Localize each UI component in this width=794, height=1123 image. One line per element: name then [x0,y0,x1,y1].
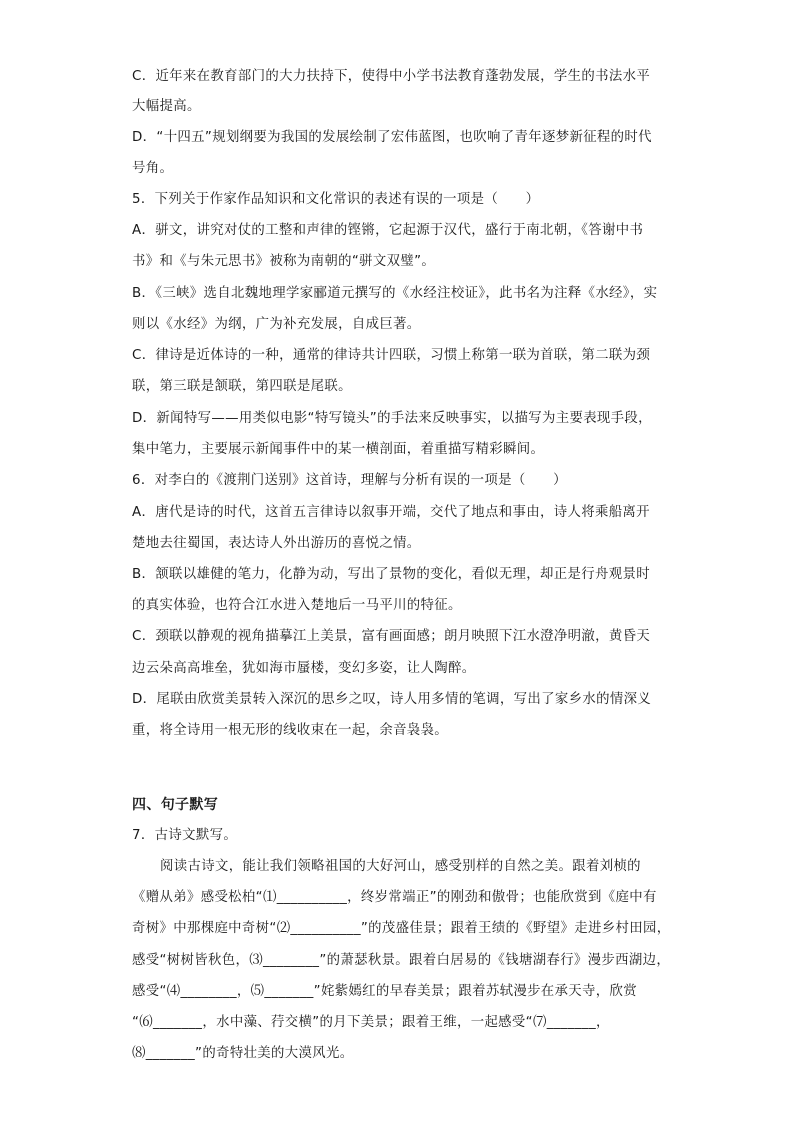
q5-option-b-line2: 则以《水经》为纲，广为补充发展，自成巨著。 [132,317,421,332]
q7-paragraph-line1: 阅读古诗文，能让我们领略祖国的大好河山，感受别样的自然之美。跟着刘桢的 [160,859,641,874]
q6-option-a-line2: 楚地去往蜀国，表达诗人外出游历的喜悦之情。 [132,536,421,551]
q5-stem: 5．下列关于作家作品知识和文化常识的表述有误的一项是（ ） [132,192,540,207]
q6-option-d-line1: D．尾联由欣赏美景转入深沉的思乡之叹，诗人用多情的笔调，写出了家乡水的情深义 [132,692,652,707]
q6-option-b-line1: B．颔联以雄健的笔力，化静为动，写出了景物的变化，看似无理，却正是行舟观景时 [132,567,650,582]
q4-option-d-line2: 号角。 [132,161,174,176]
section-heading: 四、句子默写 [132,797,219,813]
q5-option-c-line1: C．律诗是近体诗的一种，通常的律诗共计四联，习惯上称第一联为首联，第二联为颈 [132,348,651,363]
q4-option-d-line1: D．“十四五”规划纲要为我国的发展绘制了宏伟蓝图，也吹响了青年逐梦新征程的时代 [132,130,652,145]
q6-option-c-line1: C．颈联以静观的视角描摹江上美景，富有画面感；朗月映照下江水澄净明澈，黄昏天 [132,629,651,644]
q5-option-d-line2: 集中笔力，主要展示新闻事件中的某一横剖面，着重描写精彩瞬间。 [132,442,545,457]
q7-paragraph-line5: 感受“⑷________，⑸_______”姹紫嫣红的早春美景；跟着苏轼漫步在承天寺，欣赏 [132,984,637,999]
q7-paragraph-line7: ⑻_______”的奇特壮美的大漠风光。 [132,1046,354,1061]
q7-paragraph-line4: 感受“树树皆秋色，⑶________”的萧瑟秋景。跟着白居易的《钱塘湖春行》漫步西湖边， [132,953,671,968]
q4-option-c-line2: 大幅提高。 [132,99,201,114]
q6-option-b-line2: 的真实体验，也符合江水进入楚地后一马平川的特征。 [132,598,462,613]
q6-option-d-line2: 重，将全诗用一根无形的线收束在一起，余音袅袅。 [132,723,449,738]
q6-option-c-line2: 边云朵高高堆垒，犹如海市蜃楼，变幻多姿，让人陶醉。 [132,661,476,676]
q5-option-a-line2: 书》和《与朱元思书》被称为南朝的“骈文双璧”。 [132,254,436,269]
q7-paragraph-line2: 《赠从弟》感受松柏“⑴__________，终岁常端正”的刚劲和傲骨；也能欣赏到《庭中有 [132,890,657,905]
q5-option-d-line1: D．新闻特写——用类似电影“特写镜头”的手法来反映事实，以描写为主要表现手段， [132,411,652,426]
q5-option-c-line2: 联，第三联是颔联，第四联是尾联。 [132,379,352,394]
q7-paragraph-line6: “⑹_______，水中藻、荇交横”的月下美景；跟着王维，一起感受“⑺_______， [132,1015,610,1030]
q4-option-c-line1: C．近年来在教育部门的大力扶持下，使得中小学书法教育蓬勃发展，学生的书法水平 [132,69,651,84]
q7-stem: 7．古诗文默写。 [132,828,238,843]
q6-stem: 6．对李白的《渡荆门送别》这首诗，理解与分析有误的一项是（ ） [132,473,567,488]
q5-option-a-line1: A．骈文，讲究对仗的工整和声律的铿锵，它起源于汉代，盛行于南北朝，《答谢中书 [132,223,644,238]
q6-option-a-line1: A．唐代是诗的时代，这首五言律诗以叙事开端，交代了地点和事由，诗人将乘船离开 [132,505,650,520]
q7-paragraph-line3: 奇树》中那棵庭中奇树“⑵__________”的茂盛佳景；跟着王绩的《野望》走进乡村田园， [132,921,671,936]
q5-option-b-line1: B．《三峡》选自北魏地理学家郦道元撰写的《水经注校证》，此书名为注释《水经》，实 [132,286,658,301]
